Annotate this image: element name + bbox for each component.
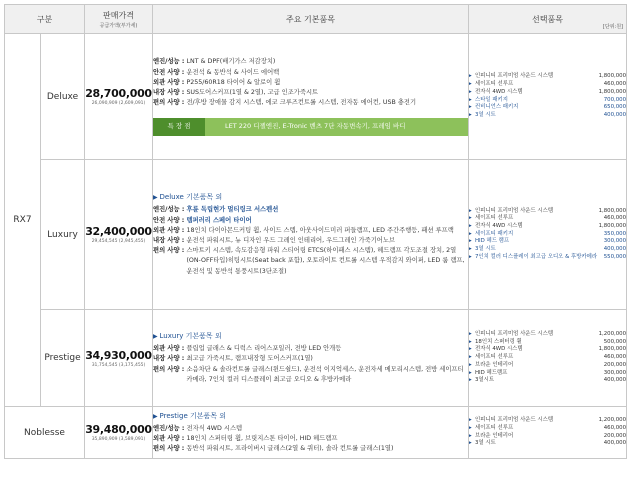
- inherit-note: [153, 411, 468, 422]
- feature-item: [153, 226, 468, 236]
- special-text: LET 220 디젤엔진, E-Tronic 벤츠 7단 자동변속기, 프레임 바디: [225, 122, 406, 131]
- features-cell: [153, 160, 469, 310]
- feature-label: 외관 사양 :: [153, 435, 187, 442]
- triangle-right-icon: ▸: [469, 440, 472, 447]
- feature-label: 안전 사양 :: [153, 216, 187, 224]
- feature-text: 전자식 4WD 시스템: [186, 424, 243, 432]
- feature-item: [153, 424, 468, 434]
- triangle-right-icon: ▸: [469, 361, 472, 368]
- feature-label: 외관 사양 :: [153, 226, 187, 234]
- triangle-right-icon: ▸: [469, 96, 472, 103]
- price-sub: 35,890,909 (3,589,091): [91, 437, 146, 442]
- option-name: 인피니티 프리미엄 사운드 시스템: [475, 207, 554, 214]
- option-item: [469, 254, 626, 262]
- option-item: [469, 440, 626, 448]
- feature-text: 소음차단 & 솔라컨트롤 글래스(윈드쉴드), 운전석 이지억세스, 운전자세 메모리시스템, 전방 세이프티 카메라, 7인치 컬러 디스플레이 최고급 오디오 & 후방카메라: [186, 365, 464, 383]
- option-price: 300,000: [603, 238, 626, 245]
- feature-label: 내장 사양 :: [153, 89, 187, 97]
- option-item: [469, 89, 626, 97]
- feature-label: 외관 사양 :: [153, 78, 187, 86]
- option-item: [469, 346, 626, 354]
- option-name: 세이프티 선루프: [475, 424, 514, 431]
- option-name: 세이프티 패키지: [475, 230, 514, 237]
- feature-label: 엔진/성능 :: [153, 424, 187, 432]
- table-body: [5, 34, 627, 459]
- feature-label: 안전 사양 :: [153, 68, 187, 76]
- option-name: HID 헤드 램프: [475, 238, 510, 245]
- feature-text: 플립업 글래스 & 디럭스 리어스포일러, 전방 LED 안개등: [186, 345, 342, 353]
- header-price-sub: 공급가액(부가세): [99, 22, 138, 29]
- triangle-right-icon: ▸: [469, 377, 472, 384]
- feature-item: [153, 344, 468, 354]
- option-item: [469, 104, 626, 112]
- model-name: RX7: [5, 34, 41, 407]
- feature-item: [153, 205, 468, 215]
- price-table: [4, 4, 627, 459]
- unit-label: [단위:원]: [602, 24, 623, 30]
- option-item: [469, 215, 626, 223]
- feature-text: SUS도어스커프(1열 & 2열), 고급 인조가죽시트: [186, 89, 319, 97]
- feature-item: [153, 68, 468, 78]
- option-price: 200,000: [603, 361, 626, 368]
- feature-label: 편의 사양 :: [153, 445, 187, 453]
- triangle-right-icon: ▸: [469, 424, 472, 431]
- inherit-note: [153, 192, 468, 203]
- feature-text: P255/60R18 타이어 & 알로이 휠: [186, 78, 281, 86]
- option-name: 인피니티 프리미엄 사운드 시스템: [475, 73, 554, 80]
- option-name: 18인치 스퍼터링 휠: [475, 338, 522, 345]
- option-price: 1,800,000: [598, 88, 626, 95]
- option-item: [469, 425, 626, 433]
- feature-item: [153, 57, 468, 67]
- table-header-row: [5, 5, 627, 34]
- feature-label: 엔진/성능 :: [153, 58, 187, 66]
- trim-name: Noblesse: [5, 407, 85, 459]
- option-price: 400,000: [603, 111, 626, 118]
- feature-label: 내장 사양 :: [153, 355, 187, 363]
- option-name: 인피니티 프리미엄 사운드 시스템: [475, 331, 554, 338]
- triangle-right-icon: ▸: [469, 222, 472, 229]
- inherit-text: Deluxe 기본품목 외: [159, 193, 223, 202]
- triangle-right-icon: ▸: [469, 207, 472, 214]
- option-item: [469, 246, 626, 254]
- option-item: [469, 223, 626, 231]
- features-cell: [153, 34, 469, 160]
- option-name: 브라운 인테리어: [475, 432, 514, 439]
- inherit-text: Luxury 기본품목 외: [159, 331, 222, 340]
- triangle-right-icon: ▸: [469, 215, 472, 222]
- option-item: [469, 81, 626, 89]
- trim-name: Prestige: [41, 310, 85, 407]
- feature-label: 내장 사양 :: [153, 237, 187, 244]
- price-main: 39,480,000: [85, 423, 152, 436]
- price-main: 28,700,000: [85, 87, 152, 100]
- triangle-right-icon: ▸: [469, 338, 472, 345]
- trim-name: Deluxe: [41, 34, 85, 160]
- triangle-right-icon: ▸: [469, 104, 472, 111]
- options-cell: [469, 160, 627, 310]
- price-cell: [85, 310, 153, 407]
- option-name: 인피니티 프리미엄 사운드 시스템: [475, 417, 554, 424]
- option-name: 세이프티 선루프: [475, 215, 514, 222]
- feature-item: [153, 88, 468, 98]
- special-tag: 특 장 점: [153, 118, 205, 136]
- option-item: [469, 362, 626, 370]
- feature-item: [153, 98, 468, 108]
- option-item: [469, 73, 626, 81]
- feature-text: 전/후방 장애물 감지 시스템, 에코 크루즈컨트롤 시스템, 전자동 에어컨, USB 충전기: [186, 99, 417, 107]
- triangle-right-icon: ▸: [469, 230, 472, 237]
- triangle-right-icon: ▸: [469, 369, 472, 376]
- option-name: 스타일 패키지: [475, 96, 508, 103]
- option-price: 400,000: [603, 377, 626, 384]
- feature-item: [153, 246, 468, 277]
- option-price: 300,000: [603, 369, 626, 376]
- option-item: [469, 331, 626, 339]
- feature-label: 편의 사양 :: [153, 365, 187, 373]
- feature-text: 18인치 스퍼터링 휠, 브릿지스톤 타이어, HID 헤드램프: [186, 435, 338, 442]
- price-cell: [85, 160, 153, 310]
- option-name: 3열시트: [475, 377, 495, 384]
- option-price: 1,800,000: [598, 73, 626, 80]
- option-price: 650,000: [603, 104, 626, 111]
- options-cell: [469, 310, 627, 407]
- option-item: [469, 377, 626, 385]
- option-item: [469, 417, 626, 425]
- triangle-right-icon: ▸: [469, 354, 472, 361]
- option-price: 460,000: [603, 215, 626, 222]
- feature-item: [153, 78, 468, 88]
- feature-item: [153, 365, 468, 385]
- feature-item: [153, 434, 468, 444]
- option-name: 3열 시트: [475, 111, 496, 118]
- option-name: 3열 시트: [475, 246, 496, 253]
- option-name: HID 헤드램프: [475, 369, 508, 376]
- option-item: [469, 112, 626, 120]
- feature-text: 18인치 다이아몬드커팅 휠, 사이드 스텝, 아웃사이드미러 퍼들램프, LED 주간주행등, 패션 루프랙: [186, 226, 454, 234]
- option-price: 200,000: [603, 432, 626, 439]
- feature-label: 외관 사양 :: [153, 345, 187, 353]
- feature-item: [153, 216, 468, 226]
- table-row: [5, 310, 627, 407]
- option-price: 350,000: [603, 230, 626, 237]
- triangle-right-icon: ▸: [469, 417, 472, 424]
- option-price: 1,800,000: [598, 207, 626, 214]
- option-price: 1,200,000: [598, 331, 626, 338]
- option-name: 세이프티 선루프: [475, 81, 514, 88]
- table-row: [5, 407, 627, 459]
- option-item: [469, 354, 626, 362]
- header-features: 주요 기본품목: [153, 5, 469, 34]
- price-sub: 29,454,545 (2,945,455): [91, 239, 146, 244]
- triangle-right-icon: ▸: [469, 432, 472, 439]
- option-price: 500,000: [603, 338, 626, 345]
- table-row: [5, 160, 627, 310]
- option-name: 전자식 4WD 시스템: [475, 88, 523, 95]
- option-price: 400,000: [603, 440, 626, 447]
- feature-text: 동반석 파워시트, 프라이버시 글래스(2열 & 쿼터), 솔라 컨트롤 글래스(1열): [186, 445, 394, 453]
- feature-text: 스마트키 시스템, 속도감응형 파워 스티어링 ETCS(하이패스 시스템), 헤드램프 각도조절 장치, 2열(ON-OFF타입)히팅시트(Seat back 포함), 오토라이트 컨트롤 시스템 우적감지 와이퍼, LED 룸 램프, 운전석 및 동반석 통풍시트(3단조절): [186, 247, 465, 275]
- triangle-right-icon: ▸: [469, 88, 472, 95]
- triangle-right-icon: ▸: [469, 331, 472, 338]
- inherit-note: [153, 331, 468, 342]
- features-cell: [153, 310, 469, 407]
- price-main: 34,930,000: [85, 348, 152, 362]
- feature-item: [153, 236, 468, 246]
- option-price: 1,800,000: [598, 222, 626, 229]
- triangle-right-icon: ▶: [153, 332, 160, 340]
- feature-item: [153, 444, 468, 454]
- option-price: 460,000: [603, 354, 626, 361]
- inherit-text: Prestige 기본품목 외: [159, 411, 227, 420]
- option-price: 400,000: [603, 246, 626, 253]
- features-cell: [153, 407, 469, 459]
- option-price: 460,000: [603, 81, 626, 88]
- option-name: 세이프티 선루프: [475, 354, 514, 361]
- feature-label: 편의 사양 :: [153, 247, 187, 255]
- header-options: 선택품목 [단위:원]: [469, 5, 627, 34]
- price-cell: [85, 34, 153, 160]
- feature-text: 운전석 & 동반석 & 사이드 에어백: [186, 68, 280, 76]
- option-item: [469, 238, 626, 246]
- table-row: [5, 34, 627, 160]
- price-sub: 31,754,545 (3,175,455): [91, 362, 146, 368]
- price-cell: [85, 407, 153, 459]
- option-price: 460,000: [603, 424, 626, 431]
- triangle-right-icon: ▸: [469, 73, 472, 80]
- price-main: 32,400,000: [85, 225, 152, 238]
- triangle-right-icon: ▸: [469, 346, 472, 353]
- header-trim: 구분: [5, 5, 85, 34]
- triangle-right-icon: ▶: [153, 412, 160, 420]
- triangle-right-icon: ▸: [469, 81, 472, 88]
- option-name: 전자식 4WD 시스템: [475, 346, 523, 353]
- feature-label: 엔진/성능 :: [153, 206, 187, 214]
- special-bar: [153, 118, 468, 136]
- feature-text: LNT & DPF(배기가스 저감장치): [186, 58, 276, 66]
- triangle-right-icon: ▸: [469, 253, 472, 260]
- option-price: 1,200,000: [598, 417, 626, 424]
- option-name: 전자식 4WD 시스템: [475, 222, 523, 229]
- feature-text: 후륜 독립현가 멀티링크 서스펜션: [186, 206, 279, 214]
- option-price: 1,800,000: [598, 346, 626, 353]
- option-name: 7인치 컬러 디스플레이 최고급 오디오 & 후방카메라: [475, 253, 598, 260]
- feature-item: [153, 354, 468, 364]
- triangle-right-icon: ▸: [469, 246, 472, 253]
- feature-text: 템퍼러리 스페어 타이어: [186, 216, 252, 224]
- options-cell: [469, 407, 627, 459]
- triangle-right-icon: ▶: [153, 194, 160, 202]
- trim-name: Luxury: [41, 160, 85, 310]
- option-price: 550,000: [603, 253, 626, 260]
- option-name: 브라운 인테리어: [475, 361, 514, 368]
- price-sub: 26,090,909 (2,609,091): [91, 101, 146, 106]
- triangle-right-icon: ▸: [469, 238, 472, 245]
- triangle-right-icon: ▸: [469, 111, 472, 118]
- feature-text: 최고급 가죽시트, 램프내장형 도어스커프(1열): [186, 355, 313, 363]
- header-price: 판매가격 공급가액(부가세): [85, 5, 153, 34]
- options-cell: [469, 34, 627, 160]
- option-name: 컨비니언스 패키지: [475, 104, 519, 111]
- feature-label: 편의 사양 :: [153, 99, 187, 107]
- feature-text: 운전석 파워시트, 뉴 디자인 우드 그레인 인테리어, 우드그레인 가죽기어노브: [186, 237, 396, 244]
- option-price: 700,000: [603, 96, 626, 103]
- option-name: 3열 시트: [475, 440, 496, 447]
